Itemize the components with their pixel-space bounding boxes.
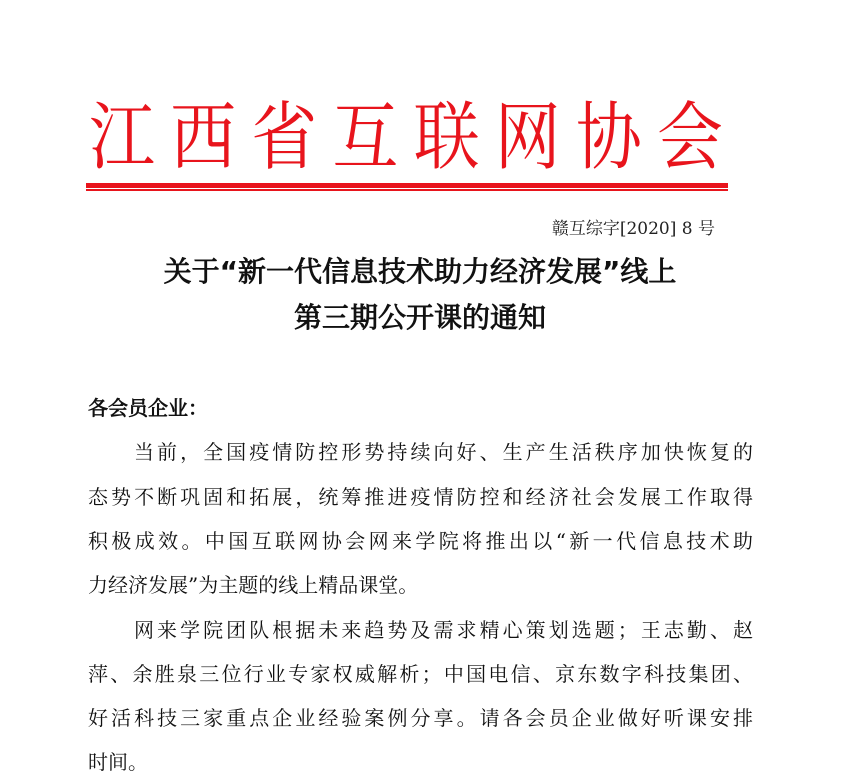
body-text-line: 积极成效。中国互联网协会网来学院将推出以“新一代信息技术助 — [88, 529, 753, 553]
body-text-line: 当前，全国疫情防控形势持续向好、生产生活秩序加快恢复的 — [134, 440, 753, 464]
org-name-char: 会 — [656, 94, 723, 181]
header-divider — [86, 183, 728, 191]
body-text-line: 网来学院团队根据未来趋势及需求精心策划选题；王志勤、赵 — [134, 618, 753, 642]
org-name-char: 西 — [170, 94, 237, 181]
document-title-line-2: 第三期公开课的通知 — [293, 301, 546, 334]
org-name-char: 联 — [413, 94, 480, 181]
body-text-line: 萍、余胜泉三位行业专家权威解析；中国电信、京东数字科技集团、 — [88, 662, 753, 686]
org-name-char: 江 — [89, 94, 155, 181]
body-text-line: 力经济发展”为主题的线上精品课堂。 — [88, 573, 419, 597]
org-name-char: 省 — [251, 94, 318, 181]
body-text-line: 好活科技三家重点企业经验案例分享。请各会员企业做好听课安排 — [88, 706, 753, 730]
organization-header — [84, 96, 728, 180]
org-name-char: 协 — [575, 94, 642, 181]
org-name-char: 互 — [332, 94, 399, 181]
document-number: 赣互综字[2020] 8 号 — [551, 219, 715, 239]
salutation: 各会员企业： — [88, 396, 208, 420]
org-name-char: 网 — [494, 94, 561, 181]
body-text-line: 时间。 — [88, 750, 148, 774]
document-title-line-1: 关于“新一代信息技术助力经济发展”线上 — [163, 255, 677, 288]
body-text-line: 态势不断巩固和拓展，统筹推进疫情防控和经济社会发展工作取得 — [88, 485, 753, 509]
